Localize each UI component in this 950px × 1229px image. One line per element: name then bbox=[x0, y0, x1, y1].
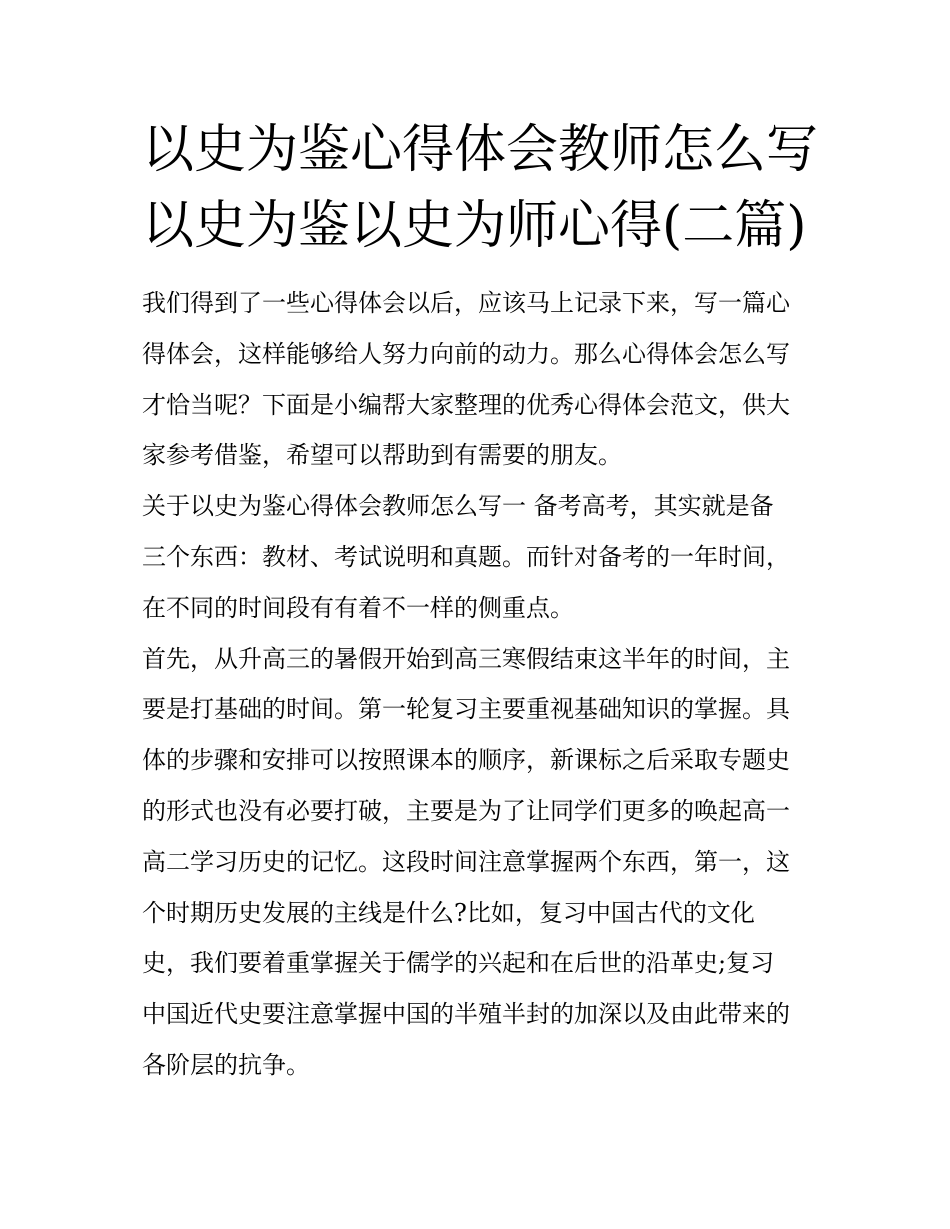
paragraph-intro bbox=[142, 278, 822, 481]
text-line: 的形式也没有必要打破，主要是为了让同学们更多的唤起高一 bbox=[142, 796, 790, 825]
text-line: 要是打基础的时间。第一轮复习主要重视基础知识的掌握。具 bbox=[142, 695, 790, 724]
text-line: 得体会，这样能够给人努力向前的动力。那么心得体会怎么写 bbox=[142, 339, 790, 368]
document-title bbox=[142, 112, 832, 264]
text-line: 我们得到了一些心得体会以后，应该马上记录下来，写一篇心 bbox=[142, 289, 790, 317]
text-line: 三个东西：教材、考试说明和真题。而针对备考的一年时间， bbox=[142, 542, 790, 571]
text-line: 史，我们要着重掌握关于儒学的兴起和在后世的沿革史;复习 bbox=[142, 949, 775, 978]
text-line: 体的步骤和安排可以按照课本的顺序，新课标之后采取专题史 bbox=[142, 746, 790, 775]
paragraph-section-one bbox=[142, 481, 822, 633]
text-line: 各阶层的抗争。 bbox=[142, 1050, 310, 1079]
title-line: 以史为鉴以史为师心得(二篇) bbox=[142, 196, 807, 256]
document-body bbox=[142, 278, 822, 1091]
text-line: 才恰当呢？下面是小编帮大家整理的优秀心得体会范文，供大 bbox=[142, 390, 790, 419]
title-line: 以史为鉴心得体会教师怎么写 bbox=[142, 120, 819, 180]
text-line: 高二学习历史的记忆。这段时间注意掌握两个东西，第一，这 bbox=[142, 847, 790, 876]
text-line: 中国近代史要注意掌握中国的半殖半封的加深以及由此带来的 bbox=[142, 1000, 790, 1029]
text-line: 个时期历史发展的主线是什么?比如，复习中国古代的文化 bbox=[142, 898, 755, 927]
text-line: 在不同的时间段有有着不一样的侧重点。 bbox=[142, 593, 574, 622]
text-line: 家参考借鉴，希望可以帮助到有需要的朋友。 bbox=[142, 441, 622, 470]
paragraph-first-stage bbox=[142, 634, 822, 1091]
text-line: 关于以史为鉴心得体会教师怎么写一 备考高考，其实就是备 bbox=[142, 492, 774, 521]
text-line: 首先，从升高三的暑假开始到高三寒假结束这半年的时间，主 bbox=[142, 644, 790, 673]
